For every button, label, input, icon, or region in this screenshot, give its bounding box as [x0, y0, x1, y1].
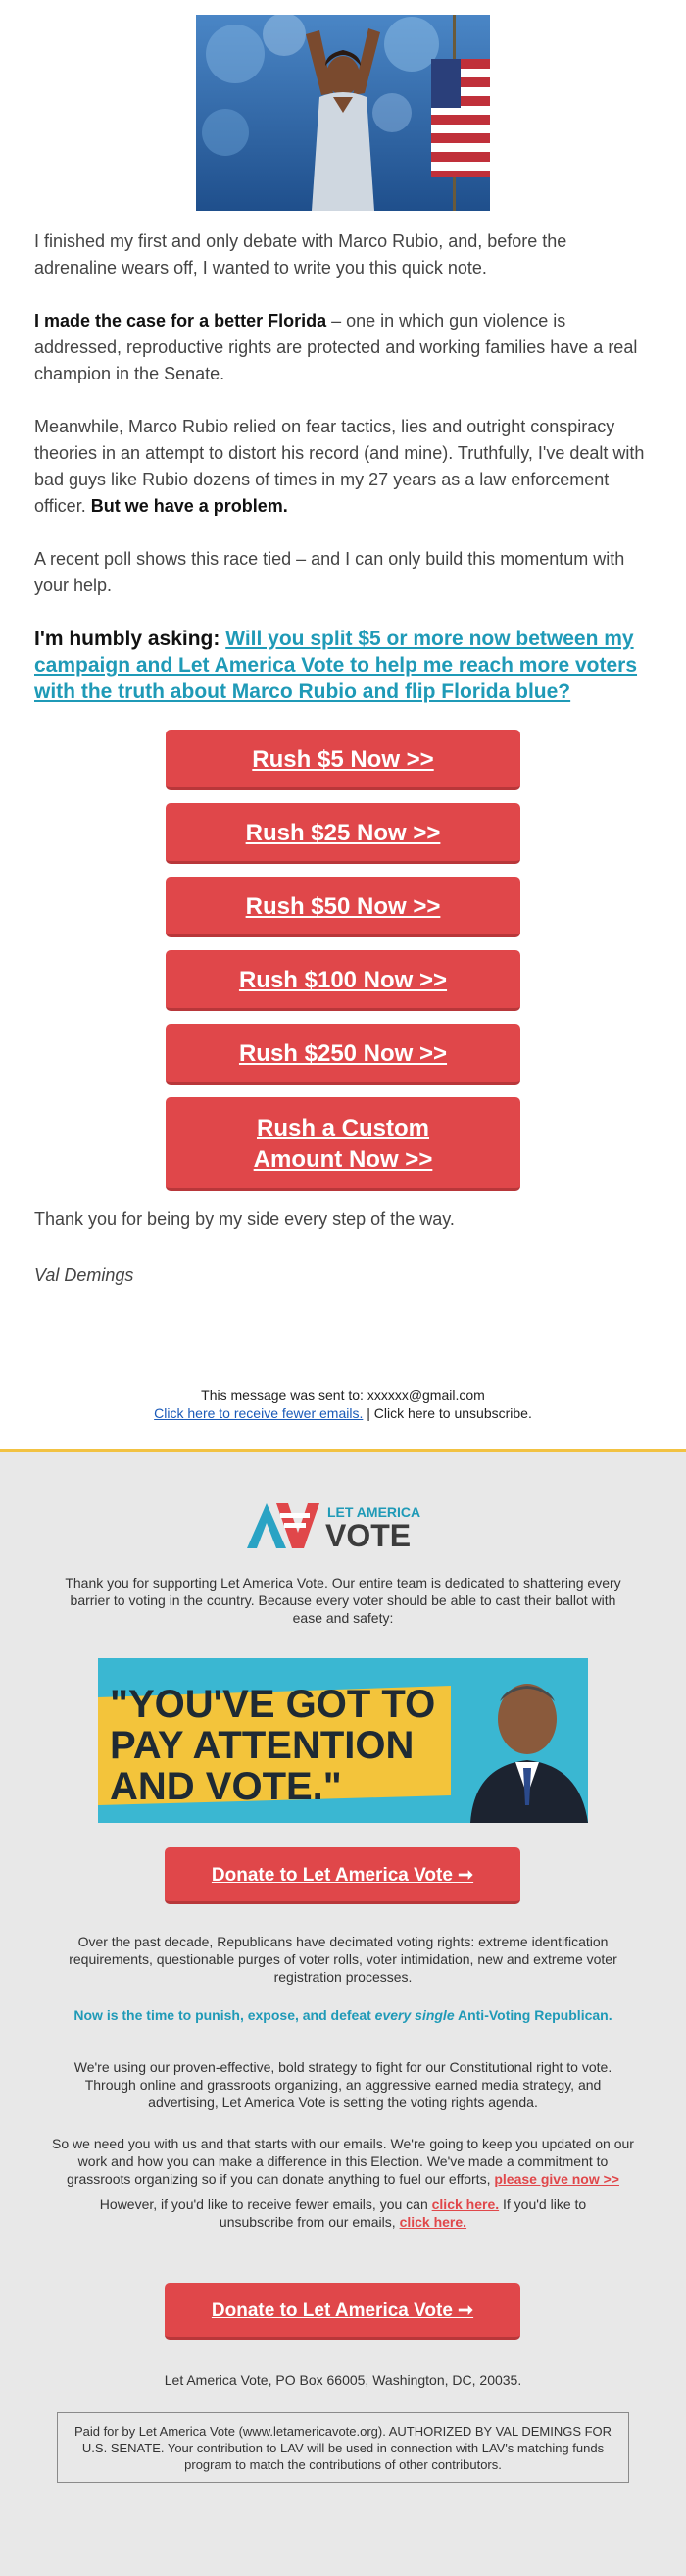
- paragraph-case-rest: – one in which gun violence is addressed, reproductive rights are protected and working families have a real champion in the Senate.: [34, 311, 638, 383]
- meta-separator: |: [363, 1405, 374, 1421]
- rush-250-button[interactable]: Rush $250 Now >>: [166, 1024, 520, 1085]
- paragraph-rubio: [34, 414, 652, 520]
- paragraph-case: [34, 308, 652, 387]
- footer-fewer-text: [69, 2196, 617, 2231]
- fewer-text-b: If you'd like to unsubscribe from our emails,: [219, 2197, 587, 2230]
- footer-section: [0, 1449, 686, 2576]
- paragraph-debate: I finished my first and only debate with Marco Rubio, and, before the adrenaline wears off, I wanted to write you this quick note.: [34, 231, 567, 278]
- ask-heading: [34, 626, 652, 705]
- paragraph-rubio-main: Meanwhile, Marco Rubio relied on fear tactics, lies and outright conspiracy theories in an attempt to distort his record (and mine). Truthfully, I've dealt with bad guys like Rubio dozens of times in my 27 years as a law enforcement officer.: [34, 417, 645, 516]
- ask-link[interactable]: Will you split $5 or more now between my campaign and Let America Vote to help me reach more voters with the truth about Marco Rubio and flip Florida blue?: [34, 628, 638, 703]
- email-meta: [0, 1387, 686, 1422]
- teal-part-b: every single: [374, 2007, 455, 2023]
- need-text: So we need you with us and that starts with our emails. We're going to keep you updated on our work and how you can make a difference in this Election. We've made a commitment to grassroots organizing so if you can donate anything to fuel our efforts,: [52, 2136, 634, 2187]
- banner-line2: PAY ATTENTION: [110, 1724, 415, 1767]
- rush-25-button[interactable]: Rush $25 Now >>: [166, 803, 520, 864]
- footer-teal-callout: [69, 2006, 617, 2024]
- rush-custom-line1: Rush a Custom: [256, 1115, 429, 1141]
- unsubscribe-link[interactable]: Click here to unsubscribe.: [373, 1405, 532, 1421]
- sent-to-label: This message was sent to:: [201, 1388, 368, 1403]
- fewer-emails-link[interactable]: Click here to receive fewer emails.: [154, 1405, 364, 1421]
- sent-to-email: xxxxxx@gmail.com: [367, 1388, 485, 1403]
- fewer-text-a: However, if you'd like to receive fewer emails, you can: [99, 2197, 432, 2212]
- fewer-click-here-link[interactable]: click here.: [431, 2197, 500, 2212]
- teal-part-a: Now is the time to punish, expose, and defeat: [74, 2007, 375, 2023]
- paragraph-rubio-bold: But we have a problem.: [90, 496, 288, 516]
- footer-decade-text: Over the past decade, Republicans have decimated voting rights: extreme identification requirements, questionable purges of voter rolls, voter intimidation, new and extreme voter registration processes.: [69, 1934, 617, 1985]
- logo-small-text: LET AMERICA: [327, 1504, 421, 1520]
- rush-custom-button[interactable]: [166, 1097, 520, 1191]
- footer-need-text: [49, 2135, 637, 2188]
- sent-to-line: [0, 1387, 686, 1404]
- thanks-text: Thank you for being by my side every step of the way.: [34, 1209, 455, 1229]
- let-america-vote-logo: [247, 1499, 439, 1552]
- rush-100-button[interactable]: Rush $100 Now >>: [166, 950, 520, 1011]
- paid-for-disclaimer: Paid for by Let America Vote (www.letamericavote.org). AUTHORIZED BY VAL DEMINGS FOR U.S. SENATE. Your contribution to LAV will be used in connection with LAV's matching funds program to match the contributions of other contributors.: [57, 2412, 629, 2483]
- donate-button-1[interactable]: Donate to Let America Vote ➞: [165, 1847, 520, 1904]
- teal-part-c: Anti-Voting Republican.: [454, 2007, 612, 2023]
- paragraph-poll: A recent poll shows this race tied – and I can only build this momentum with your help.: [34, 549, 625, 595]
- paragraph-case-bold: I made the case for a better Florida: [34, 311, 327, 330]
- signature: Val Demings: [34, 1265, 134, 1285]
- letter-content: [34, 228, 652, 1318]
- footer-address: Let America Vote, PO Box 66005, Washington, DC, 20035.: [164, 2372, 522, 2388]
- logo-big-text: VOTE: [325, 1518, 412, 1552]
- footer-strategy-text: We're using our proven-effective, bold strategy to fight for our Constitutional right to vote. Through online and grassroots organizing, an aggressive earned media strategy, and advertising, Let America Vote is setting the voting rights agenda.: [74, 2059, 612, 2110]
- please-give-link[interactable]: please give now >>: [494, 2171, 619, 2187]
- donate-button-2[interactable]: Donate to Let America Vote ➞: [165, 2283, 520, 2340]
- hero-photo: [196, 15, 490, 211]
- footer-intro: Thank you for supporting Let America Vote. Our entire team is dedicated to shattering every barrier to voting in the country. Because every voter should be able to cast their ballot with ease and safety:: [65, 1575, 621, 1626]
- banner-line1: "YOU'VE GOT TO: [110, 1683, 436, 1726]
- rush-50-button[interactable]: Rush $50 Now >>: [166, 877, 520, 937]
- unsubscribe-click-here-link[interactable]: click here.: [399, 2214, 467, 2230]
- preferences-line: [0, 1404, 686, 1422]
- rush-custom-line2: Amount Now >>: [253, 1146, 433, 1173]
- ask-lead: I'm humbly asking:: [34, 628, 226, 650]
- rush-5-button[interactable]: Rush $5 Now >>: [166, 730, 520, 790]
- obama-banner: [98, 1658, 588, 1823]
- banner-line3: AND VOTE.": [110, 1765, 342, 1808]
